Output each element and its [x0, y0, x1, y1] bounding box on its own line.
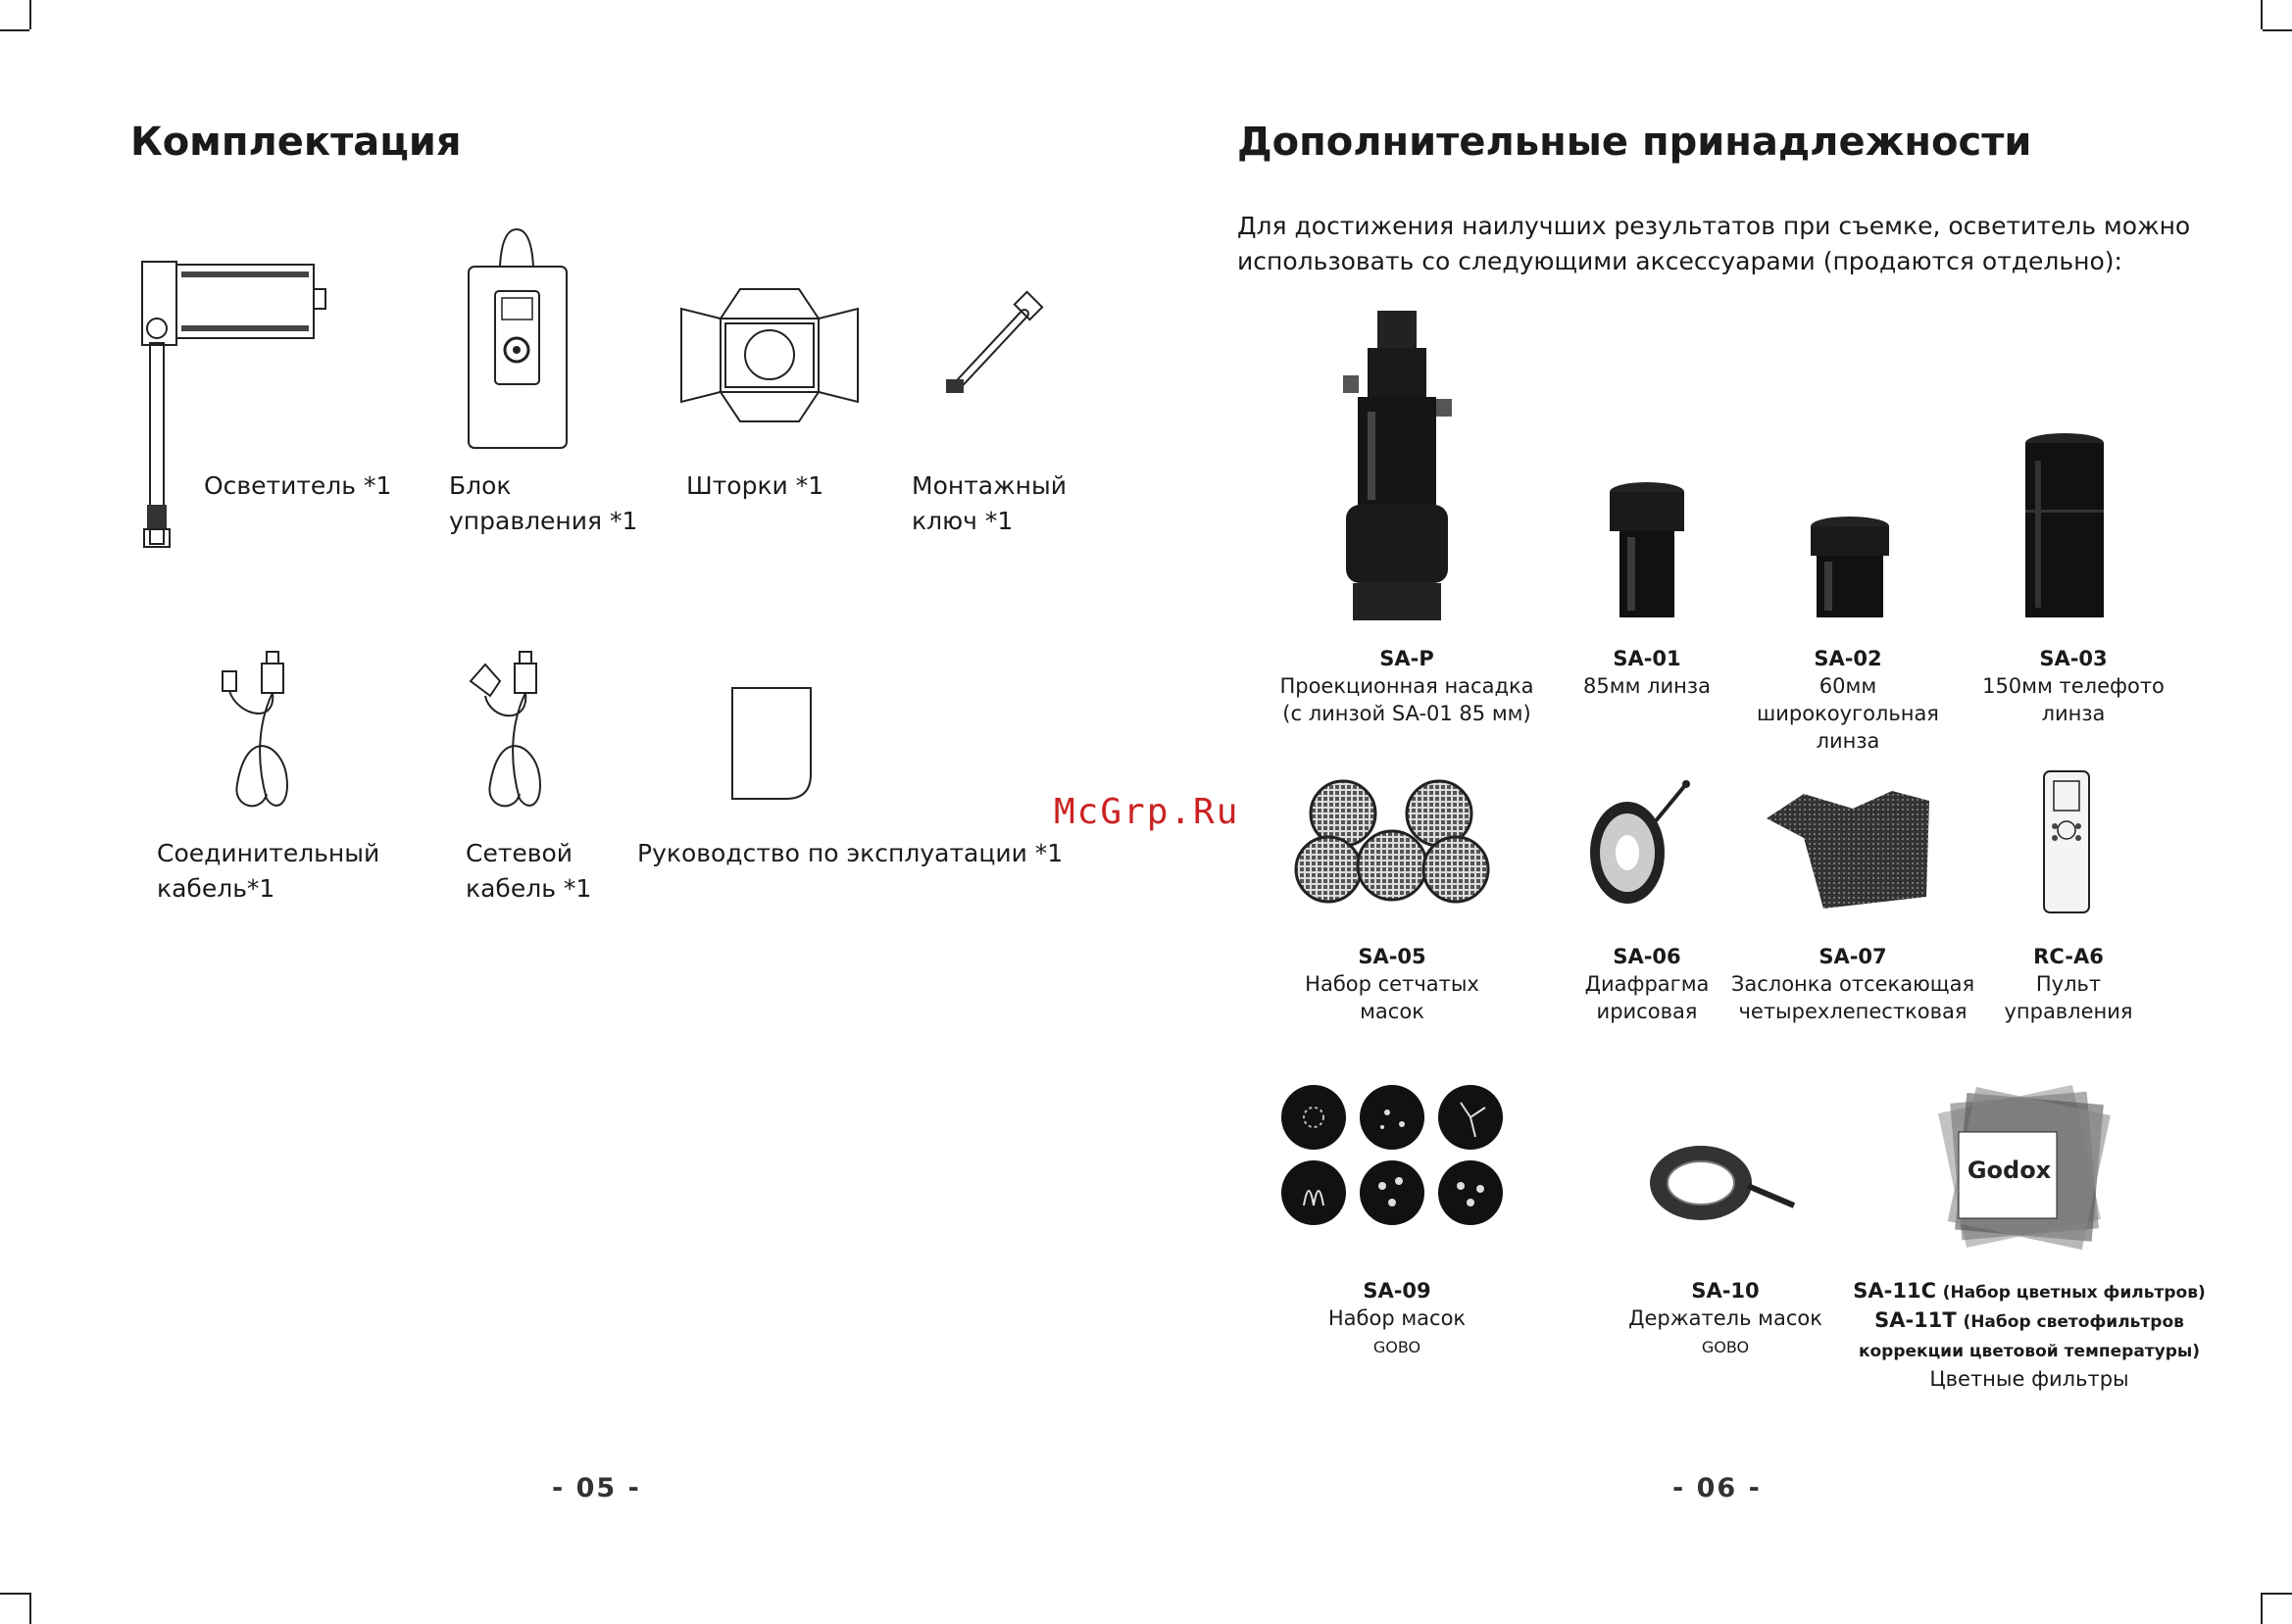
crop-mark: [2263, 1593, 2292, 1595]
crop-mark: [2261, 1593, 2263, 1624]
godox-logo: Godox: [1967, 1156, 2052, 1184]
gobo-set-icon: [1279, 1083, 1505, 1230]
accessory-caption: SA-P Проекционная насадка (с линзой SA-01 85 мм): [1279, 647, 1534, 725]
honeycomb-grid-icon: [1294, 779, 1490, 911]
item-label: Руководство по эксплуатации *1: [637, 839, 1064, 867]
four-blade-shutter-icon: [1765, 789, 1931, 911]
crop-mark: [29, 0, 31, 29]
section-title-kit: Комплектация: [130, 120, 462, 165]
connecting-cable-icon: [218, 647, 306, 813]
crop-mark: [2263, 29, 2292, 31]
item-label: Блок управления *1: [449, 471, 638, 535]
accessory-caption: SA-06 Диафрагма ирисовая: [1584, 945, 1710, 1023]
crop-mark: [29, 1593, 31, 1624]
item-label: Монтажный ключ *1: [912, 471, 1067, 535]
accessory-caption: SA-03 150мм телефото линза: [1982, 647, 2165, 725]
projection-attachment-icon: [1338, 309, 1475, 627]
item-label: Сетевой кабель *1: [466, 839, 592, 903]
gobo-holder-icon: [1647, 1142, 1804, 1225]
barn-doors-icon: [676, 284, 863, 426]
accessory-caption: SA-09 Набор масок GOBO: [1327, 1279, 1467, 1356]
accessory-caption: SA-01 85мм линза: [1583, 647, 1711, 698]
item-label: Соединительный кабель*1: [157, 839, 380, 903]
lens-85mm-icon: [1608, 480, 1686, 622]
crop-mark: [0, 1593, 29, 1595]
page-number-right: - 06 -: [1672, 1473, 1762, 1503]
wrench-icon: [941, 289, 1049, 402]
intro-text: Для достижения наилучших результатов при съемке, осветитель можно использовать со следующими аксессуарами (продаются отдельно):: [1237, 212, 2191, 275]
watermark: McGrp.Ru: [1054, 792, 1240, 832]
accessory-caption: SA-10 Держатель масок GOBO: [1628, 1279, 1822, 1356]
item-label: Осветитель *1: [204, 471, 392, 500]
iris-diaphragm-icon: [1583, 779, 1691, 911]
item-label: Шторки *1: [686, 471, 824, 500]
accessory-caption: SA-05 Набор сетчатых масок: [1305, 945, 1479, 1023]
power-cable-icon: [466, 647, 554, 813]
control-unit-icon: [461, 227, 573, 453]
lens-150mm-icon: [2019, 431, 2110, 622]
remote-control-icon: [2042, 769, 2091, 914]
accessory-caption: SA-11C (Набор цветных фильтров) SA-11T (Набор светофильтров коррекции цветовой температуры) Цветные фильтры: [1853, 1279, 2206, 1391]
accessory-caption: SA-07 Заслонка отсекающая четырехлепестковая: [1730, 945, 1975, 1023]
accessory-caption: RC-A6 Пульт управления: [2004, 945, 2133, 1023]
manual-icon: [730, 686, 814, 802]
accessory-caption: SA-02 60мм широкоугольная линза: [1757, 647, 1939, 753]
crop-mark: [0, 29, 29, 31]
lens-60mm-icon: [1809, 515, 1892, 622]
section-title-accessories: Дополнительные принадлежности: [1237, 120, 2032, 165]
crop-mark: [2261, 0, 2263, 29]
light-fixture-icon: [123, 250, 348, 564]
page-number-left: - 05 -: [552, 1473, 641, 1503]
